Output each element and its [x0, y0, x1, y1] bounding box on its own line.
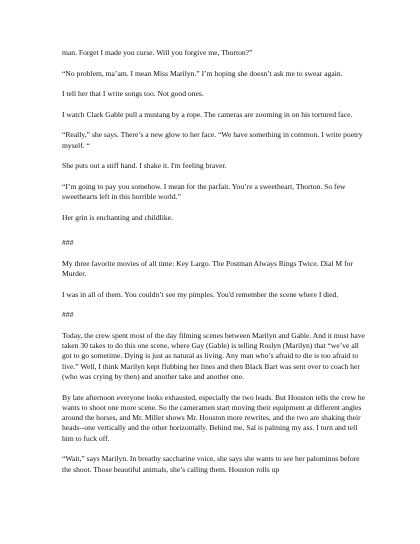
paragraph-6: She puts out a stiff hand. I shake it. I'm feeling braver. [62, 161, 227, 171]
paragraph-11: Today, the crew spent most of the day filming scenes between Marilyn and Gable. And it must have taken 30 takes to do this one scene, where Gay (Gable) is telling Roslyn (Marilyn) that “we’ve all got to go sometime. Dying is just as natural as living. Any man who’s afraid to die is too afraid to live.” Well, I think Marilyn kept flubbing her lines and then Black Bart was sent over to coach her (who was crying by then) and another take and another one. [62, 330, 365, 381]
paragraph-12: By late afternoon everyone looks exhausted, especially the two leads. But Houston tells the crew he wants to shoot one more scene. So the cameramen start moving their equipment at different angles around the horses, and Mr. Miller shows Mr. Houston more rewrites, and the two are shaking their heads--one vertically and the other horizontally. Behind me, Sal is palming my ass. I turn and tell him to fuck off. [62, 392, 366, 443]
paragraph-5: “Really,” she says. There’s a new glow to her face. “We have something in common. I write poetry myself. “ [62, 130, 363, 150]
paragraph-2: “No problem, ma’am. I mean Miss Marilyn.” I’m hoping she doesn’t ask me to swear again. [62, 68, 343, 78]
paragraph-9: My three favorite movies of all time: Key Largo. The Postman Always Rings Twice. Dial M for Murder. [62, 258, 353, 278]
paragraph-3: I tell her that I write songs too. Not good ones. [62, 89, 204, 99]
section-separator: ### [62, 238, 74, 248]
paragraph-7: “I’m going to pay you somehow. I mean for the parfait. You’re a sweetheart, Thorton. So few sweethearts left in this horrible world.” [62, 181, 346, 202]
section-separator: ### [62, 310, 74, 320]
paragraph-13: “Wait,” says Marilyn. In breathy saccharine voice, she says she wants to see her palominos before the shoot. Those beautiful animals, she’s calling them. Houston rolls up [62, 454, 360, 474]
paragraph-1: man. Forget I made you curse. Will you forgive me, Thorton?” [62, 48, 253, 57]
paragraph-4: I watch Clark Gable pull a mustang by a rope. The cameras are zooming in on his tortured face. [62, 109, 353, 119]
paragraph-10: I was in all of them. You couldn’t see my pimples. You'd remember the scene where I died. [62, 289, 339, 299]
document-page [62, 48, 366, 485]
paragraph-8: Her grin is enchanting and childlike. [62, 212, 173, 222]
